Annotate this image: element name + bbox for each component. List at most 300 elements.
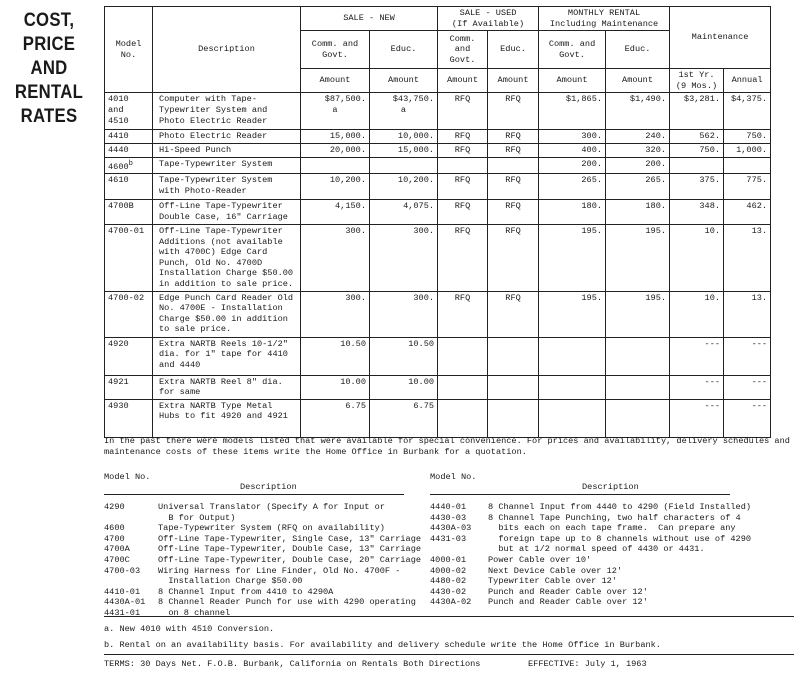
rental-educ-text: 240.: [645, 131, 667, 142]
amount-label: Amount: [539, 69, 606, 93]
maintenance-annual-text: 775.: [746, 175, 768, 186]
table-row: [105, 291, 771, 337]
table-row: [105, 93, 771, 130]
special-item: [430, 576, 751, 587]
rental-educ: [606, 337, 670, 375]
description-text: Extra NARTB Reels 10-1/2" dia. for 1" tape for 4410 and 4440: [159, 338, 288, 370]
model-number-text: 4921: [108, 376, 129, 387]
rental-comm-text: 195.: [581, 292, 603, 303]
heading-line: RATES: [20, 106, 78, 127]
special-item-description: on 8 channel: [158, 607, 231, 618]
sale-new-comm-text: $87,500.: [324, 94, 366, 105]
page-heading: [4, 9, 94, 129]
footnote-b: b. Rental on an availability basis. For availability and delivery schedule write the Home Office in Burbank.: [104, 640, 661, 650]
rental-comm-text: 195.: [581, 226, 603, 237]
special-item-description: bits each on each tape frame. Can prepare any: [488, 523, 736, 534]
maintenance-annual: [724, 174, 771, 200]
special-item: [104, 513, 421, 524]
first-yr-text: 1st Yr.: [678, 70, 715, 81]
group-header-sale-new: SALE - NEW: [301, 7, 438, 31]
special-item-model: 4290: [104, 502, 125, 512]
model-number: [105, 130, 153, 144]
sale-used-comm: [438, 157, 488, 173]
special-item: [430, 534, 751, 545]
maintenance-first-year: [670, 130, 724, 144]
divider: [104, 616, 794, 617]
sale-used-comm: [438, 174, 488, 200]
sale-used-educ: [488, 291, 539, 337]
maintenance-annual-text: 462.: [746, 201, 768, 212]
description-text: Extra NARTB Reel 8" dia. for same: [159, 376, 283, 398]
rental-comm: [539, 143, 606, 157]
sale-used-comm-text: RFQ: [454, 175, 471, 186]
footnote-marker: b: [128, 159, 133, 168]
sale-new-comm-text: 20,000.: [329, 144, 366, 155]
description-text: Photo Electric Reader: [159, 131, 268, 142]
rental-comm: [539, 93, 606, 130]
amount-label: Amount: [370, 69, 438, 93]
maintenance-first-year: [670, 291, 724, 337]
special-item: [430, 544, 751, 555]
rental-comm: [539, 200, 606, 225]
description: [153, 157, 301, 173]
model-number-text: 4610: [108, 175, 129, 186]
maintenance-annual: [724, 143, 771, 157]
sale-used-educ: [488, 225, 539, 292]
sale-new-educ: [370, 174, 438, 200]
sale-new-educ: [370, 225, 438, 292]
heading-line: PRICE: [22, 34, 76, 55]
rental-comm: [539, 337, 606, 375]
maintenance-annual: [724, 157, 771, 173]
special-items-left: [104, 502, 421, 619]
maintenance-annual-text: ---: [751, 400, 768, 411]
special-right-description-header: Description: [582, 482, 639, 492]
description-text: Computer with Tape-Typewriter System and Photo Electric Reader: [159, 94, 268, 126]
model-number: [105, 93, 153, 130]
special-item-model: 4430-03: [430, 512, 467, 523]
amount-label: Amount: [606, 69, 670, 93]
rental-educ: [606, 174, 670, 200]
sale-new-comm-text: 10.50: [340, 338, 366, 349]
sale-used-educ-text: RFQ: [505, 94, 521, 105]
sale-new-comm: [301, 337, 370, 375]
sale-new-comm-text: 10,200.: [329, 175, 366, 186]
rental-comm: [539, 291, 606, 337]
sale-used-label: SALE - USED: [459, 8, 517, 18]
sale-new-comm: [301, 200, 370, 225]
sale-new-educ-text: 10,200.: [397, 175, 435, 186]
sale-new-comm: [301, 143, 370, 157]
sale-used-educ: [488, 130, 539, 144]
table-row: [105, 200, 771, 225]
maintenance-first-year: [670, 143, 724, 157]
sale-used-comm: [438, 225, 488, 292]
maintenance-annual: [724, 130, 771, 144]
sale-used-comm: [438, 337, 488, 375]
sale-new-comm: [301, 157, 370, 173]
description: [153, 174, 301, 200]
first-year-label: [670, 69, 724, 93]
sale-used-comm-text: RFQ: [454, 226, 471, 237]
sale-new-educ: [370, 291, 438, 337]
sale-new-comm: [301, 174, 370, 200]
special-item-description: Tape-Typewriter System (RFQ on availability): [158, 523, 385, 534]
sale-new-educ-text: 10.50: [408, 338, 435, 349]
model-number-text: 4920: [108, 338, 129, 349]
maintenance-annual-text: 13.: [751, 292, 768, 303]
special-item-model: 4430A-02: [430, 597, 472, 608]
special-item-description: but at 1/2 normal speed of 4430 or 4431.: [488, 544, 705, 555]
special-item-description: 8 Channel Input from 4440 to 4290 (Field Installed): [488, 502, 752, 512]
special-item-description: 8 Channel Tape Punching, two half characters of 4: [488, 512, 741, 523]
maintenance-first-year-text: ---: [704, 400, 721, 411]
description-text: Off-Line Tape-Typewriter Double Case, 16" Carriage: [159, 201, 288, 222]
maintenance-annual-text: ---: [751, 338, 768, 349]
heading-line: RENTAL: [14, 82, 84, 103]
maintenance-first-year-text: 348.: [699, 201, 721, 212]
rental-comm-text: 180.: [581, 201, 603, 212]
table-row: [105, 225, 771, 292]
maintenance-first-year-text: 10.: [704, 292, 721, 303]
model-number-text: 4410: [108, 131, 129, 142]
rental-comm: [539, 157, 606, 173]
amount-label: Amount: [301, 69, 370, 93]
terms: TERMS: 30 Days Net. F.O.B. Burbank, California on Rentals Both Directions: [104, 659, 481, 669]
price-table: [104, 6, 771, 438]
table-row: [105, 143, 771, 157]
maintenance-first-year-text: ---: [704, 338, 721, 349]
rental-comm-text: 400.: [581, 144, 603, 155]
sale-used-educ-text: RFQ: [505, 144, 521, 155]
rental-comm: [539, 174, 606, 200]
sale-new-comm-text: 300.: [345, 292, 366, 303]
special-item-description: Wiring Harness for Line Finder, Old No. 4700F -: [158, 565, 401, 576]
footnote-a: a. New 4010 with 4510 Conversion.: [104, 624, 275, 634]
table-row: [105, 157, 771, 173]
sale-used-educ: [488, 157, 539, 173]
sale-new-educ-text: 6.75: [413, 400, 435, 411]
sale-new-comm: [301, 291, 370, 337]
description-text: Extra NARTB Type Metal Hubs to fit 4920 and 4921: [159, 400, 288, 422]
maintenance-annual-text: 750.: [746, 131, 768, 142]
special-item-model: 4700A: [104, 544, 130, 555]
sale-new-comm: [301, 93, 370, 130]
sale-used-educ-text: RFQ: [505, 226, 521, 237]
sale-used-comm: [438, 93, 488, 130]
rental-comm: [539, 375, 606, 399]
special-item-model: 4600: [104, 523, 125, 534]
model-number: [105, 337, 153, 375]
rental-educ-text: 180.: [645, 201, 667, 212]
sale-used-comm: [438, 130, 488, 144]
special-item: [104, 587, 421, 598]
sale-used-educ-text: RFQ: [505, 131, 521, 142]
special-item: [430, 597, 751, 608]
model-number: [105, 291, 153, 337]
special-item: [104, 544, 421, 555]
maintenance-annual-text: 1,000.: [736, 144, 768, 155]
rental-comm: [539, 399, 606, 437]
sale-new-educ: [370, 399, 438, 437]
sale-new-comm-text: 15,000.: [329, 131, 366, 142]
effective-date: EFFECTIVE: July 1, 1963: [528, 659, 647, 669]
special-item-model: 4440-01: [430, 502, 467, 512]
special-right-model-header: Model No.: [430, 472, 477, 482]
annual-label: Annual: [724, 69, 771, 93]
model-number: [105, 157, 153, 173]
sale-used-educ: [488, 93, 539, 130]
model-number-text: 4010 and 4510: [108, 94, 129, 126]
sale-new-comm-text: 4,150.: [335, 201, 366, 212]
sale-new-comm-text: 10.00: [340, 376, 366, 387]
special-left-model-header: Model No.: [104, 472, 151, 482]
model-number-text: 4440: [108, 144, 129, 155]
special-item-description: Power Cable over 10': [488, 554, 592, 565]
description: [153, 200, 301, 225]
heading-line: COST,: [23, 10, 75, 31]
monthly-rental-label: MONTHLY RENTAL: [567, 8, 641, 18]
rental-educ-text: $1,490.: [629, 94, 667, 105]
special-item-model: 4410-01: [104, 586, 141, 597]
sale-used-educ: [488, 143, 539, 157]
special-item: [430, 502, 751, 513]
sale-new-educ-text: 300.: [413, 292, 435, 303]
sale-used-comm: [438, 399, 488, 437]
special-item-model: 4430A-01: [104, 597, 146, 608]
sale-used-comm: [438, 375, 488, 399]
maintenance-first-year-text: 375.: [699, 175, 721, 186]
group-header-sale-used: [438, 7, 539, 31]
description-text: Tape-Typewriter System: [159, 158, 273, 169]
special-item-description: 8 Channel Reader Punch for use with 4290 operating: [158, 597, 416, 608]
special-items-right: [430, 502, 751, 608]
maintenance-first-year-text: 10.: [704, 226, 721, 237]
maintenance-annual-text: 13.: [751, 226, 768, 237]
maintenance-annual: [724, 93, 771, 130]
special-item-model: 4430-02: [430, 586, 467, 597]
special-item: [430, 587, 751, 598]
col-header-sn-educ: Educ.: [370, 31, 438, 69]
sale-used-comm-text: RFQ: [454, 292, 471, 303]
rental-educ-text: 200.: [645, 158, 667, 169]
special-item-description: 8 Channel Input from 4410 to 4290A: [158, 586, 334, 597]
including-maintenance-label: Including Maintenance: [549, 18, 659, 29]
description: [153, 375, 301, 399]
special-item: [104, 523, 421, 534]
model-number: [105, 174, 153, 200]
col-header-description: Description: [153, 7, 301, 93]
rental-educ: [606, 399, 670, 437]
special-item-model: 4480-02: [430, 576, 467, 587]
model-number-text: 4700B: [108, 201, 134, 212]
maintenance-first-year: [670, 337, 724, 375]
table-row: [105, 375, 771, 399]
sale-used-comm: [438, 143, 488, 157]
rental-comm-text: 265.: [581, 175, 603, 186]
rental-comm-text: $1,865.: [565, 94, 603, 105]
special-item-model: 4000-01: [430, 554, 467, 565]
table-row: [105, 337, 771, 375]
special-item-description: Off-Line Tape-Typewriter, Double Case, 20" Carriage: [158, 554, 422, 565]
description: [153, 225, 301, 292]
special-item-model: 4000-02: [430, 565, 467, 576]
group-header-maintenance: Maintenance: [670, 7, 771, 69]
footnote-marker: a: [400, 104, 407, 115]
special-item-description: Next Device Cable over 12': [488, 565, 623, 576]
description-text: Hi-Speed Punch: [159, 144, 232, 155]
special-item: [104, 534, 421, 545]
special-item: [430, 523, 751, 534]
rental-comm: [539, 225, 606, 292]
if-available-label: (If Available): [451, 18, 525, 29]
sale-new-comm: [301, 399, 370, 437]
divider: [430, 494, 730, 495]
sale-used-educ: [488, 337, 539, 375]
special-item-description: Universal Translator (Specify A for Input or: [158, 502, 385, 512]
sale-new-educ-text: 300.: [413, 226, 435, 237]
special-item-model: 4700: [104, 533, 125, 544]
sale-new-educ-text: 10.00: [408, 376, 435, 387]
rental-comm: [539, 130, 606, 144]
special-item-model: 4700C: [104, 554, 130, 565]
table-row: [105, 399, 771, 437]
rental-educ: [606, 130, 670, 144]
maintenance-first-year: [670, 93, 724, 130]
model-number: [105, 399, 153, 437]
special-item-model: 4430A-03: [430, 523, 472, 534]
col-header-mr-comm: Comm. and Govt.: [539, 31, 606, 69]
rental-educ: [606, 200, 670, 225]
col-header-su-educ: Educ.: [488, 31, 539, 69]
sale-used-educ-text: RFQ: [505, 175, 521, 186]
amount-label: Amount: [438, 69, 488, 93]
special-item-model: 4700-03: [104, 565, 141, 576]
sale-new-comm: [301, 375, 370, 399]
sale-new-educ-text: 15,000.: [397, 144, 435, 155]
sale-used-educ: [488, 200, 539, 225]
sale-used-comm: [438, 200, 488, 225]
model-number: [105, 200, 153, 225]
maintenance-annual: [724, 337, 771, 375]
model-number: [105, 143, 153, 157]
rental-educ-text: 195.: [645, 226, 667, 237]
special-item-description: B for Output): [158, 512, 236, 523]
special-item-model: 4431-01: [104, 607, 141, 618]
sale-new-educ-text: 10,000.: [397, 131, 435, 142]
rental-educ-text: 265.: [645, 175, 667, 186]
maintenance-annual: [724, 399, 771, 437]
table-row: [105, 130, 771, 144]
sale-new-educ: [370, 375, 438, 399]
sale-new-comm: [301, 225, 370, 292]
special-item: [430, 566, 751, 577]
special-item-description: Punch and Reader Cable over 12': [488, 586, 648, 597]
maintenance-annual: [724, 375, 771, 399]
maintenance-first-year: [670, 200, 724, 225]
sale-used-educ-text: RFQ: [505, 292, 521, 303]
special-item-description: Punch and Reader Cable over 12': [488, 597, 648, 608]
maintenance-first-year-text: $3,281.: [683, 94, 721, 105]
maintenance-first-year: [670, 157, 724, 173]
col-header-su-comm: Comm. and Govt.: [438, 31, 488, 69]
sale-used-comm: [438, 291, 488, 337]
model-number-text: 4600: [108, 161, 129, 172]
special-item-description: Off-Line Tape-Typewriter, Single Case, 13" Carriage: [158, 533, 422, 544]
special-item-model: 4431-03: [430, 533, 467, 544]
sale-new-educ-text: 4,075.: [403, 201, 435, 212]
description-text: Off-Line Tape-Typewriter Additions (not available with 4700C) Edge Card Punch, Old No. 4700D Installation Charge $50.00 in addition to sale price.: [159, 226, 294, 289]
col-header-mr-educ: Educ.: [606, 31, 670, 69]
group-header-monthly-rental: [539, 7, 670, 31]
special-item: [430, 513, 751, 524]
rental-educ: [606, 375, 670, 399]
sale-new-educ: [370, 337, 438, 375]
maintenance-annual: [724, 200, 771, 225]
sale-used-educ: [488, 399, 539, 437]
maintenance-annual-text: ---: [751, 376, 768, 387]
special-item: [104, 502, 421, 513]
sale-used-comm-text: RFQ: [454, 144, 471, 155]
sale-new-educ: [370, 93, 438, 130]
maintenance-annual-text: $4,375.: [730, 94, 768, 105]
col-header-model: Model No.: [105, 7, 153, 93]
col-header-sn-comm: Comm. and Govt.: [301, 31, 370, 69]
maintenance-annual: [724, 291, 771, 337]
special-item-description: Typewriter Cable over 12': [488, 576, 617, 587]
rental-educ: [606, 225, 670, 292]
sale-used-comm-text: RFQ: [454, 94, 471, 105]
maintenance-first-year-text: 562.: [699, 131, 721, 142]
maintenance-first-year: [670, 225, 724, 292]
heading-line: AND: [30, 58, 68, 79]
special-item: [104, 566, 421, 577]
special-item: [104, 555, 421, 566]
special-item-description: Off-Line Tape-Typewriter, Double Case, 13" Carriage: [158, 544, 422, 555]
special-item-description: Installation Charge $50.00: [158, 576, 303, 587]
model-number: [105, 225, 153, 292]
sale-used-educ-text: RFQ: [505, 201, 521, 212]
special-item: [430, 555, 751, 566]
description: [153, 337, 301, 375]
sale-used-educ: [488, 174, 539, 200]
rental-educ: [606, 157, 670, 173]
description: [153, 143, 301, 157]
model-number-text: 4700-02: [108, 292, 145, 303]
rental-educ: [606, 143, 670, 157]
model-number: [105, 375, 153, 399]
sale-used-comm-text: RFQ: [454, 131, 471, 142]
sale-new-educ-text: $43,750.: [392, 94, 435, 105]
divider: [104, 494, 404, 495]
sale-new-educ: [370, 200, 438, 225]
rental-educ-text: 195.: [645, 292, 667, 303]
nine-mos-text: (9 Mos.): [675, 80, 718, 91]
sale-used-comm-text: RFQ: [454, 201, 471, 212]
special-item: [104, 576, 421, 587]
description: [153, 93, 301, 130]
amount-label: Amount: [488, 69, 539, 93]
rental-comm-text: 200.: [581, 158, 603, 169]
footnote-marker: a: [332, 104, 338, 115]
rental-educ: [606, 93, 670, 130]
rental-educ: [606, 291, 670, 337]
maintenance-first-year: [670, 174, 724, 200]
sale-new-comm-text: 300.: [345, 226, 366, 237]
sale-new-comm-text: 6.75: [345, 400, 366, 411]
maintenance-annual: [724, 225, 771, 292]
model-number-text: 4930: [108, 400, 129, 411]
